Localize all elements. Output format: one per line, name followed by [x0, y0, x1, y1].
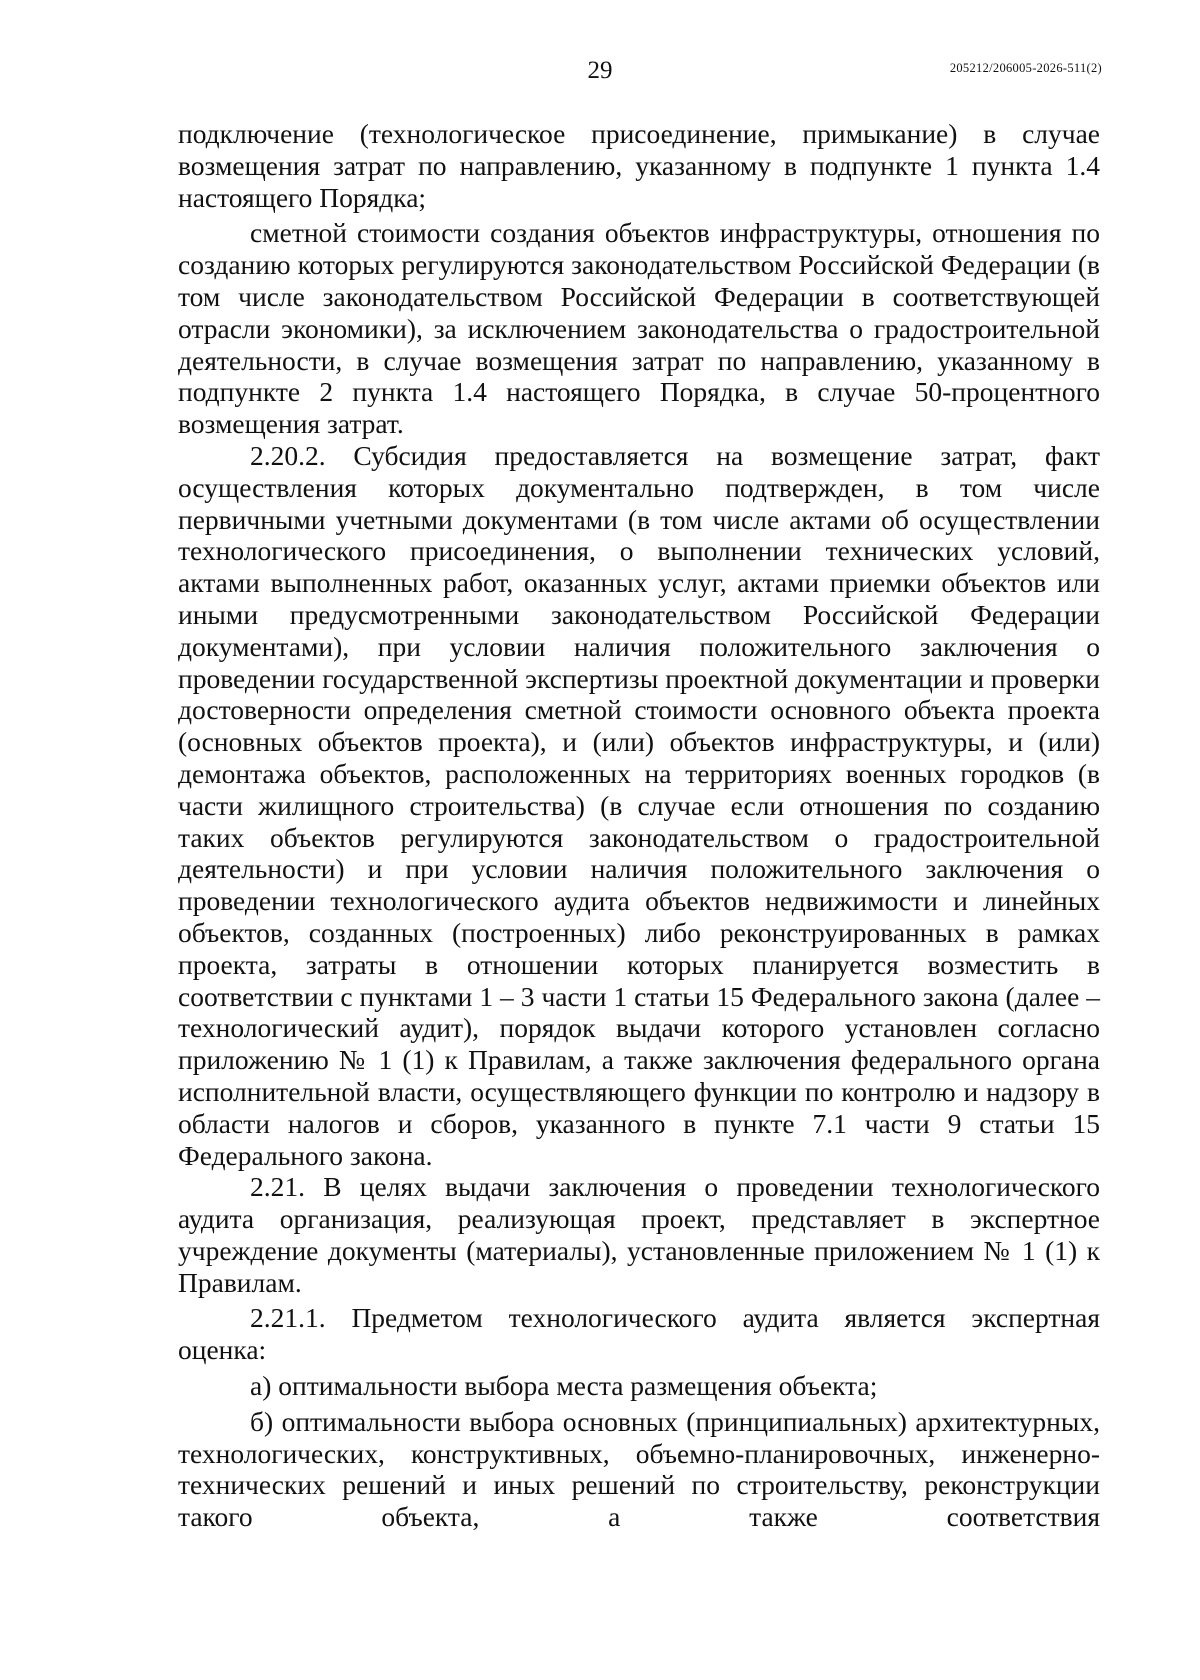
paragraph-2-20-2: 2.20.2. Субсидия предоставляется на возмещение затрат, факт осуществления которых документально подтвержден, в том числе первичными учетными документами (в том числе актами об осуществлении технологического присоединения, о выполнении технических условий, актами выполненных работ, оказанных услуг, актами приемки объектов или иными предусмотренными законодательством Российской Федерации документами), при условии наличия положительного заключения о проведении государственной экспертизы проектной документации и проверки достоверности определения сметной стоимости основного объекта проекта (основных объектов проекта), и (или) объектов инфраструктуры, и (или) демонтажа объектов, расположенных на территориях военных городков (в части жилищного строительства) (в случае если отношения по созданию таких объектов регулируются законодательством о градостроительной деятельности) и при условии наличия положительного заключения о проведении технологического аудита объектов недвижимости и линейных объектов, созданных (построенных) либо реконструированных в рамках проекта, затраты в отношении которых планируется возместить в соответствии с пунктами 1 – 3 части 1 статьи 15 Федерального закона (далее – технологический аудит), порядок выдачи которого установлен согласно приложению № 1 (1) к Правилам, а также заключения федерального органа исполнительной власти, осуществляющего функции по контролю и надзору в области налогов и сборов, указанного в пункте 7.1 части 9 статьи 15 Федерального закона.: [178, 439, 1100, 1171]
list-item-a: а) оптимальности выбора места размещения объекта;: [250, 1370, 878, 1402]
paragraph-2-21: 2.21. В целях выдачи заключения о проведении технологического аудита организация, реализующая проект, представляет в экспертное учреждение документы (материалы), установленные приложением № 1 (1) к Правилам.: [178, 1171, 1100, 1298]
page-number: 29: [587, 57, 613, 84]
document-code: 205212/206005-2026-511(2): [949, 61, 1102, 75]
paragraph-infrastructure-cost: сметной стоимости создания объектов инфраструктуры, отношения по созданию которых регулируются законодательством Российской Федерации (в том числе законодательством Российской Федерации в соответствующей отрасли экономики), за исключением законодательства о градостроительной деятельности, в случае возмещения затрат по направлению, указанному в подпункте 2 пункта 1.4 настоящего Порядка, в случае 50-процентного возмещения затрат.: [178, 217, 1100, 440]
paragraph-2-21-1: 2.21.1. Предметом технологического аудита является экспертная оценка:: [178, 1302, 1100, 1366]
document-body: [178, 118, 1100, 1533]
list-item-b: б) оптимальности выбора основных (принципиальных) архитектурных, технологических, конструктивных, объемно-планировочных, инженерно-технических решений и иных решений по строительству, реконструкции такого объекта, а также соответствия: [178, 1405, 1100, 1533]
paragraph-connection: подключение (технологическое присоединение, примыкание) в случае возмещения затрат по направлению, указанному в подпункте 1 пункта 1.4 настоящего Порядка;: [178, 118, 1100, 213]
